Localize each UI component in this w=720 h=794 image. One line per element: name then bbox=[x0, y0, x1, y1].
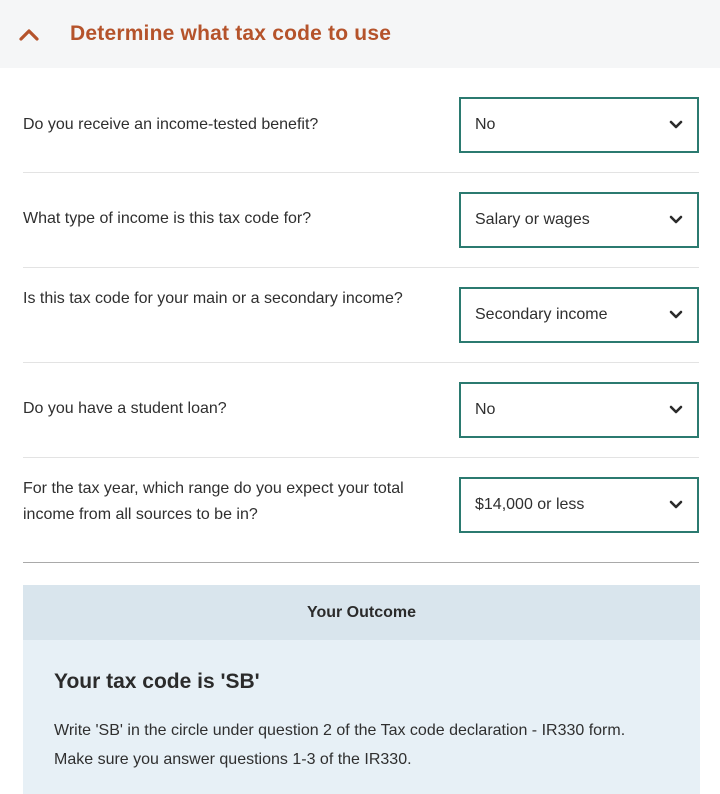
select-student-loan[interactable] bbox=[459, 382, 699, 438]
select-income-range[interactable] bbox=[459, 477, 699, 533]
divider bbox=[23, 362, 699, 363]
divider bbox=[23, 172, 699, 173]
divider bbox=[23, 562, 699, 563]
select-value: $14,000 or less bbox=[475, 496, 585, 513]
select-value: Salary or wages bbox=[475, 211, 590, 228]
select-value: No bbox=[475, 401, 496, 418]
chevron-down-icon bbox=[669, 215, 683, 225]
outcome-text: Write 'SB' in the circle under question 2 of the Tax code declaration - IR330 form. Make sure you answer questions 1-3 of the IR330. bbox=[54, 722, 626, 768]
question-label-student-loan: Do you have a student loan? bbox=[23, 400, 227, 417]
outcome-heading: Your Outcome bbox=[23, 585, 700, 640]
divider bbox=[23, 267, 699, 268]
divider bbox=[23, 457, 699, 458]
section-header[interactable] bbox=[0, 0, 720, 68]
outcome-panel bbox=[23, 640, 700, 794]
question-row-income-type bbox=[0, 191, 720, 267]
question-label-income-type: What type of income is this tax code for? bbox=[23, 210, 312, 227]
question-row-income-range bbox=[0, 476, 720, 552]
question-row-student-loan bbox=[0, 381, 720, 457]
question-row-main-secondary bbox=[0, 286, 720, 362]
chevron-down-icon bbox=[669, 405, 683, 415]
chevron-down-icon bbox=[669, 500, 683, 510]
select-main-or-secondary[interactable] bbox=[459, 287, 699, 343]
question-label-income-range: For the tax year, which range do you expect your total income from all sources to be in? bbox=[23, 480, 404, 523]
select-value: Secondary income bbox=[475, 306, 608, 323]
select-value: No bbox=[475, 116, 496, 133]
chevron-down-icon bbox=[669, 120, 683, 130]
outcome-title: Your tax code is 'SB' bbox=[54, 670, 260, 693]
section-title: Determine what tax code to use bbox=[70, 22, 392, 45]
question-row-benefit bbox=[0, 96, 720, 172]
chevron-down-icon bbox=[669, 310, 683, 320]
question-label-benefit: Do you receive an income-tested benefit? bbox=[23, 116, 319, 133]
question-label-main-secondary: Is this tax code for your main or a secondary income? bbox=[23, 290, 403, 307]
select-income-tested-benefit[interactable] bbox=[459, 97, 699, 153]
select-income-type[interactable] bbox=[459, 192, 699, 248]
chevron-up-icon[interactable] bbox=[16, 21, 42, 47]
